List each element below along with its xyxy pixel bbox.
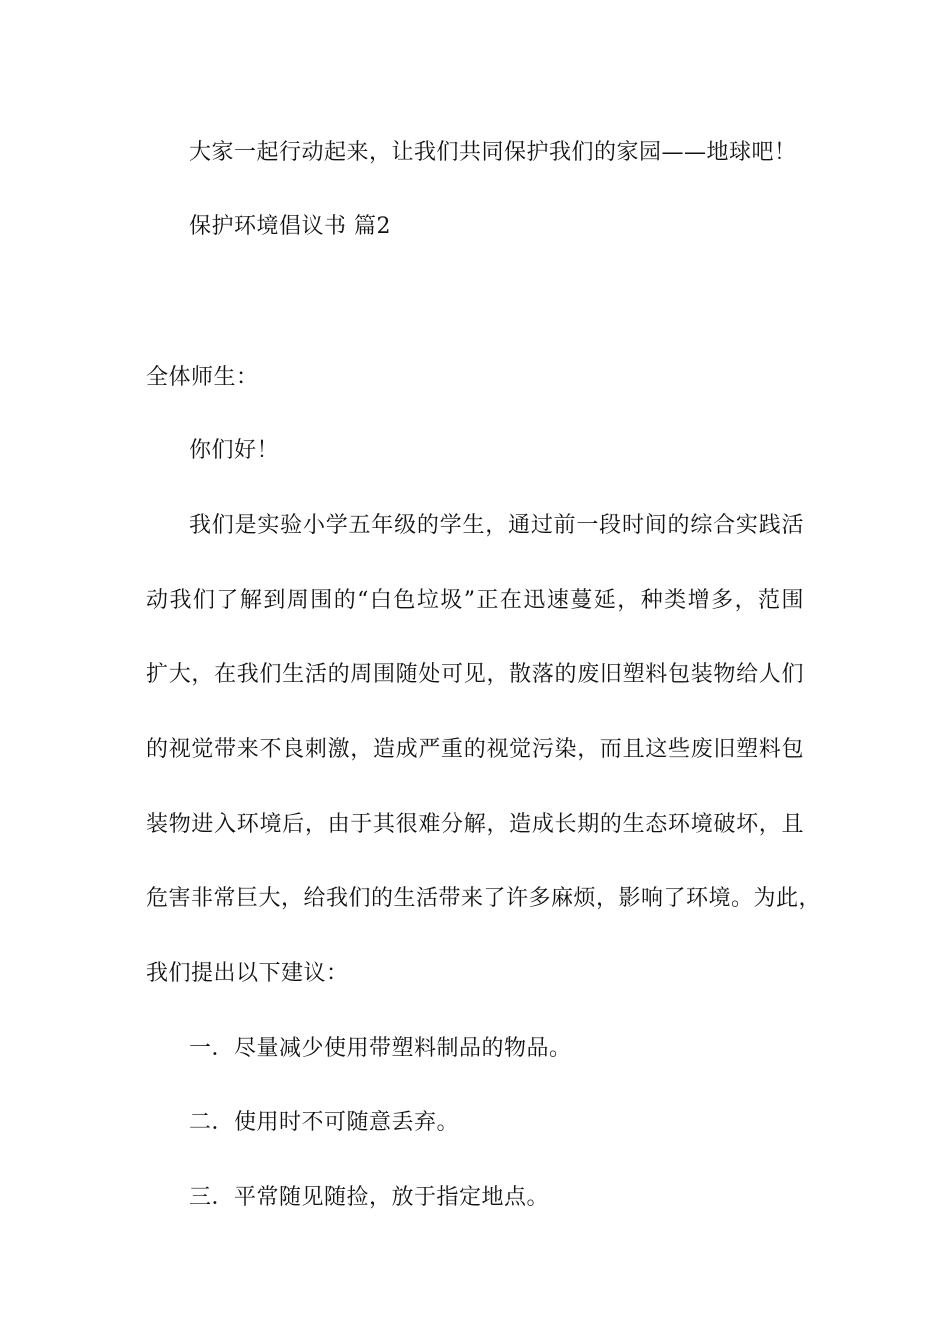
- greeting: 你们好！: [189, 438, 280, 463]
- section-title: 保护环境倡议书 篇2: [189, 214, 391, 239]
- paragraph-line-7: 我们提出以下建议：: [146, 961, 349, 986]
- suggestion-item-2: 二．使用时不可随意丢弃。: [189, 1110, 460, 1135]
- paragraph-line-3: 扩大，在我们生活的周围随处可见，散落的废旧塑料包装物给人们: [146, 662, 804, 687]
- paragraph-line-4: 的视觉带来不良刺激，造成严重的视觉污染，而且这些废旧塑料包: [146, 737, 804, 762]
- paragraph-line-2: 动我们了解到周围的“白色垃圾”正在迅速蔓延，种类增多，范围: [146, 588, 804, 613]
- paragraph-line-6: 危害非常巨大，给我们的生活带来了许多麻烦，影响了环境。为此，: [146, 886, 822, 911]
- paragraph-line-5: 装物进入环境后，由于其很难分解，造成长期的生态环境破坏，且: [146, 812, 804, 837]
- closing-line: 大家一起行动起来，让我们共同保护我们的家园——地球吧！: [189, 140, 797, 165]
- suggestion-item-1: 一．尽量减少使用带塑料制品的物品。: [189, 1036, 572, 1061]
- suggestion-item-3: 三．平常随见随捡，放于指定地点。: [189, 1185, 550, 1210]
- salutation: 全体师生：: [146, 365, 259, 390]
- paragraph-line-1: 我们是实验小学五年级的学生，通过前一段时间的综合实践活: [189, 513, 804, 538]
